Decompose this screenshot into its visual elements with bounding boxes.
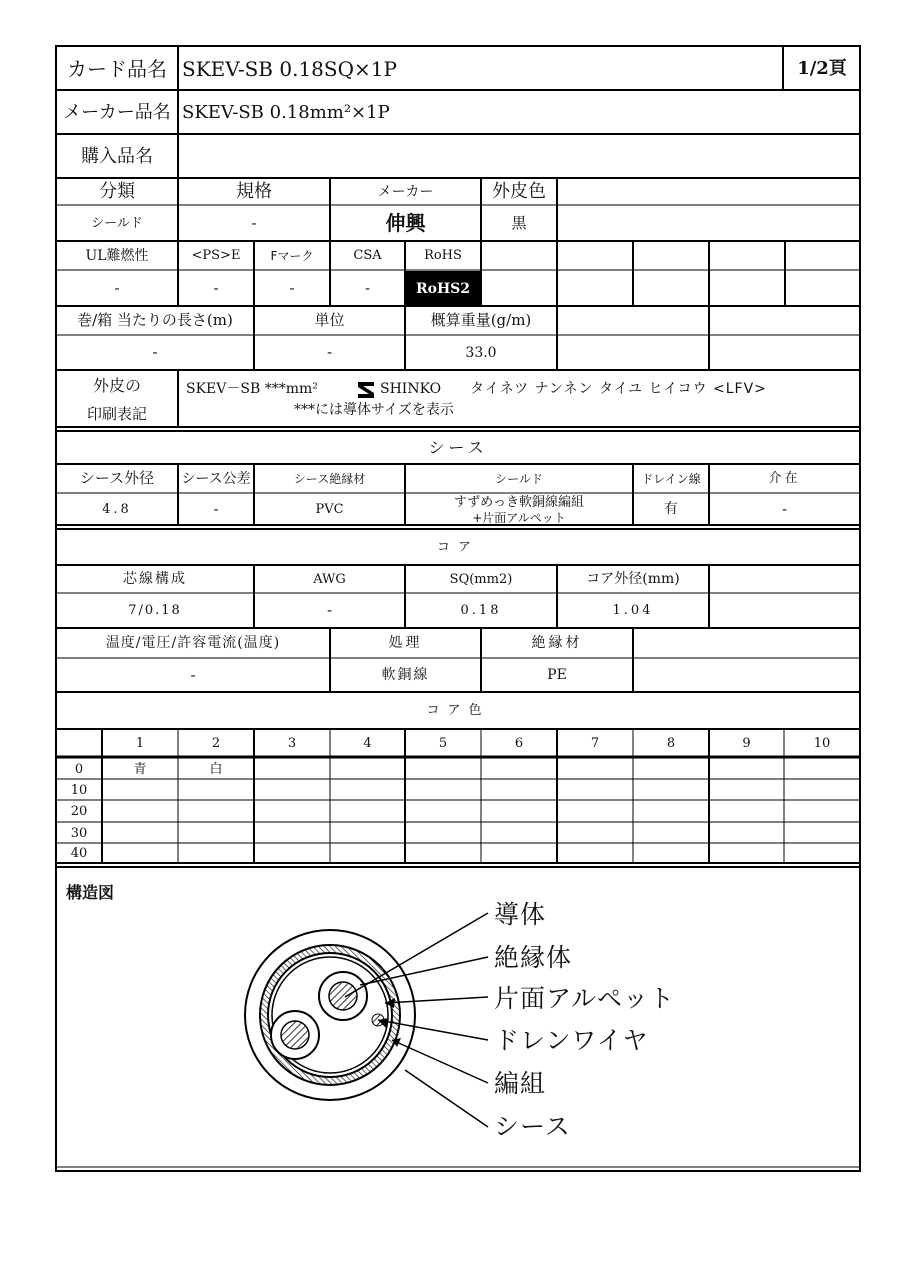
filler-header: 介在 (768, 471, 801, 486)
core-color-row-label: 30 (70, 825, 88, 841)
sq-header: SQ(mm2) (449, 571, 513, 587)
shield-value: すずめっき軟銅線編組 (453, 495, 584, 510)
core-color-col-9: 9 (742, 735, 751, 751)
standard-value: - (251, 213, 257, 232)
shield-sub-value: +片面アルペット (472, 510, 566, 525)
core-title: コア (436, 539, 479, 555)
purchase-name-label: 購入品名 (81, 146, 153, 167)
print-text-note: ***には導体サイズを表示 (294, 402, 454, 418)
core-color-col-2: 2 (211, 735, 221, 751)
insulation-value: PE (547, 667, 567, 683)
csa-header: CSA (353, 248, 382, 263)
core-color-col-3: 3 (287, 735, 297, 751)
core-color-row-label: 10 (70, 782, 88, 798)
card-name-label: カード品名 (67, 57, 167, 81)
core-color-col-5: 5 (438, 735, 448, 751)
core-color-cell: 白 (209, 761, 223, 777)
temp-voltage-header: 温度/電圧/許容電流(温度) (105, 635, 281, 651)
weight-value: 33.0 (465, 344, 497, 361)
page-number: 1/2頁 (797, 58, 847, 79)
jacket-color-header: 外皮色 (492, 180, 546, 202)
jacket-color-value: 黒 (511, 213, 527, 232)
label-insulator: 絶縁体 (494, 942, 573, 972)
card-name-value: SKEV-SB 0.18SQ×1P (182, 57, 397, 81)
cable-cross-section-diagram (245, 930, 415, 1100)
core-od-value: 1.04 (612, 603, 654, 618)
sheath-od-value: 4.8 (102, 501, 132, 517)
rohs-header: RoHS (424, 248, 462, 263)
length-header: 巻/箱 当たりの長さ(m) (77, 311, 233, 329)
rohs-badge: RoHS2 (406, 271, 480, 306)
classification-value: シールド (91, 215, 143, 231)
core-color-title: コア色 (426, 703, 490, 718)
label-braid: 編組 (494, 1068, 547, 1098)
core-color-row-label: 0 (74, 761, 84, 777)
shield-header: シールド (495, 471, 543, 486)
treatment-header: 処理 (388, 635, 423, 651)
sheath-insulation-value: PVC (315, 501, 344, 517)
label-alpet: 片面アルペット (494, 983, 676, 1013)
unit-value: - (326, 343, 333, 361)
core-od-header: コア外径(mm) (586, 571, 680, 587)
ul-header: UL難燃性 (85, 247, 149, 264)
length-value: - (152, 343, 158, 361)
standard-header: 規格 (236, 180, 272, 202)
core-color-col-1: 1 (135, 735, 145, 751)
awg-value: - (326, 601, 333, 619)
f-mark-header: Fマーク (270, 248, 314, 263)
conductor-header: 芯線構成 (123, 571, 187, 587)
insulation-header: 絶縁材 (531, 635, 583, 651)
f-mark-value: - (289, 278, 295, 297)
maker-header: メーカー (377, 183, 434, 200)
maker-name-value: SKEV-SB 0.18mm²×1P (182, 102, 390, 123)
shinko-logo-icon (358, 382, 374, 398)
maker-name-label: メーカー品名 (63, 102, 171, 123)
treatment-value: 軟銅線 (381, 667, 430, 683)
sq-value: 0.18 (460, 603, 502, 618)
label-sheath: シース (494, 1111, 571, 1141)
diagram-title: 構造図 (66, 883, 115, 902)
weight-header: 概算重量(g/m) (430, 311, 532, 329)
print-brand: SHINKO (380, 381, 442, 397)
classification-header: 分類 (99, 180, 135, 202)
core-color-row-label: 20 (70, 804, 88, 819)
temp-voltage-value: - (190, 665, 196, 684)
drain-wire-value: 有 (664, 501, 678, 517)
unit-header: 単位 (314, 311, 345, 329)
core-color-col-7: 7 (590, 735, 600, 751)
core-color-col-6: 6 (514, 735, 524, 751)
sheath-tolerance-header: シース公差 (181, 470, 251, 487)
purchase-name-value (182, 136, 782, 178)
pse-value: - (213, 278, 219, 297)
core-color-row-label: 40 (70, 846, 88, 861)
drain-wire-header: ドレイン線 (641, 471, 701, 486)
csa-value: - (364, 278, 371, 297)
core-color-cell: 青 (133, 761, 147, 777)
core-color-col-10: 10 (813, 735, 831, 751)
core-color-col-8: 8 (666, 735, 676, 751)
print-text-suffix: タイネツ ナンネン タイユ ヒイコウ <LFV> (470, 381, 767, 397)
print-label-line1: 外皮の (92, 376, 141, 395)
conductor-value: 7/0.18 (128, 603, 182, 618)
print-label-line2: 印刷表記 (86, 404, 147, 423)
sheath-title: シース (428, 437, 488, 457)
awg-header: AWG (313, 571, 346, 587)
sheath-od-header: シース外径 (79, 469, 155, 487)
label-conductor: 導体 (494, 899, 547, 929)
sheath-insulation-header: シース絶縁材 (293, 471, 366, 486)
maker-value: 伸興 (385, 211, 426, 235)
ul-value: - (114, 278, 120, 297)
core-color-col-4: 4 (363, 735, 372, 751)
print-text-prefix: SKEV－SB ***mm² (186, 381, 318, 397)
sheath-tolerance-value: - (213, 499, 219, 518)
pse-header: <PS>E (191, 248, 241, 263)
label-drain-wire: ドレンワイヤ (494, 1025, 649, 1055)
filler-value: - (781, 499, 788, 518)
